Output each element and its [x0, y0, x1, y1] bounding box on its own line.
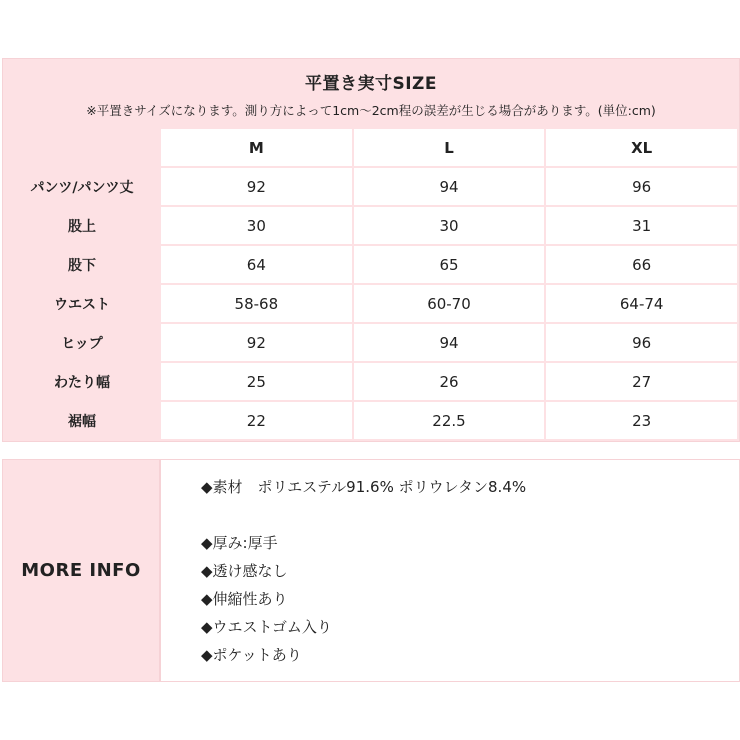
size-l-header: L	[353, 128, 546, 167]
more-info-list	[161, 460, 739, 681]
table-cell: 22.5	[353, 401, 546, 440]
table-cell: 96	[545, 323, 738, 362]
list-item: ◆伸縮性あり	[201, 590, 288, 608]
table-cell: 92	[160, 167, 353, 206]
table-cell: 27	[545, 362, 738, 401]
table-row	[4, 284, 738, 323]
table-cell: 60-70	[353, 284, 546, 323]
table-cell: 66	[545, 245, 738, 284]
table-row	[4, 401, 738, 440]
table-cell: 30	[353, 206, 546, 245]
size-xl-header: XL	[545, 128, 738, 167]
size-m-header: M	[160, 128, 353, 167]
row-label: 裾幅	[4, 401, 160, 440]
corner-cell	[4, 128, 160, 167]
table-cell: 65	[353, 245, 546, 284]
row-label: わたり幅	[4, 362, 160, 401]
list-item: ◆厚み:厚手	[201, 534, 278, 552]
spacer	[201, 505, 739, 533]
size-header-row	[4, 128, 738, 167]
table-cell: 94	[353, 323, 546, 362]
material-info: ◆素材 ポリエステル91.6% ポリウレタン8.4%	[201, 478, 527, 496]
row-label: ヒップ	[4, 323, 160, 362]
table-cell: 25	[160, 362, 353, 401]
table-row	[4, 167, 738, 206]
table-cell: 58-68	[160, 284, 353, 323]
table-cell: 26	[353, 362, 546, 401]
more-info-label: MORE INFO	[21, 560, 141, 581]
size-chart-section	[2, 58, 740, 442]
more-info-label-cell	[3, 460, 161, 681]
table-cell: 22	[160, 401, 353, 440]
row-label: ウエスト	[4, 284, 160, 323]
table-row	[4, 206, 738, 245]
table-row	[4, 323, 738, 362]
table-cell: 92	[160, 323, 353, 362]
table-cell: 64	[160, 245, 353, 284]
more-info-section	[2, 459, 740, 682]
table-cell: 64-74	[545, 284, 738, 323]
table-row	[4, 245, 738, 284]
list-item: ◆透け感なし	[201, 562, 288, 580]
row-label: 股上	[4, 206, 160, 245]
table-row	[4, 362, 738, 401]
list-item: ◆ウエストゴム入り	[201, 618, 332, 636]
row-label: 股下	[4, 245, 160, 284]
table-cell: 94	[353, 167, 546, 206]
size-table	[3, 127, 739, 441]
table-cell: 30	[160, 206, 353, 245]
size-chart-note: ※平置きサイズになります。測り方によって1cm〜2cm程の誤差が生じる場合があります。(単位:cm)	[86, 103, 656, 118]
table-cell: 31	[545, 206, 738, 245]
table-cell: 23	[545, 401, 738, 440]
table-cell: 96	[545, 167, 738, 206]
size-chart-title: 平置き実寸SIZE	[304, 74, 437, 94]
row-label: パンツ/パンツ丈	[4, 167, 160, 206]
size-chart-header	[3, 59, 739, 127]
list-item: ◆ポケットあり	[201, 646, 302, 664]
